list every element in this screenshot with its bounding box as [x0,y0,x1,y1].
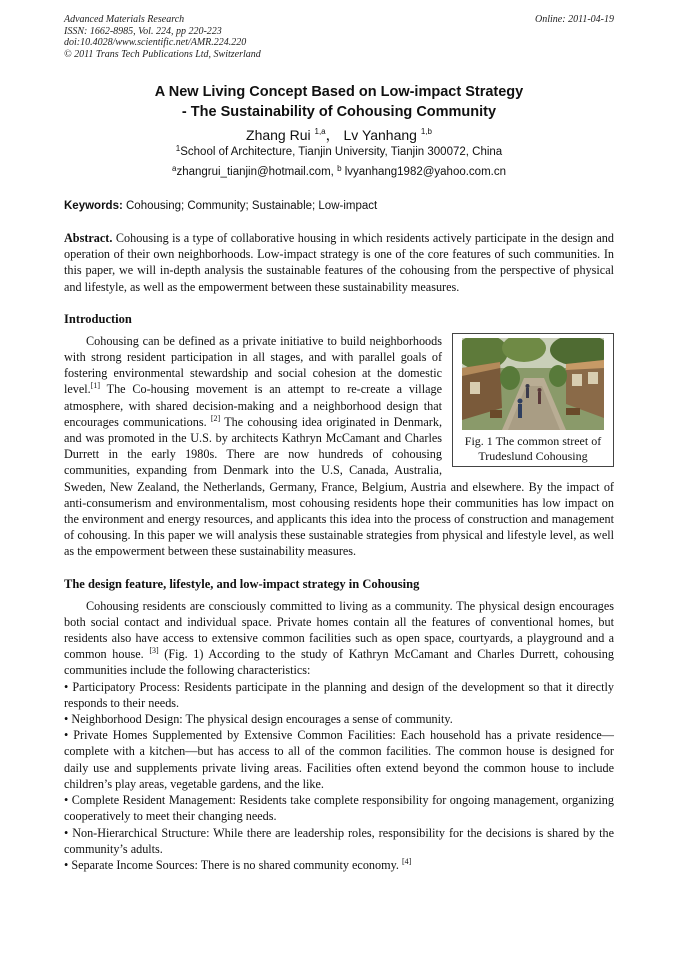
design-text-1: Cohousing residents are consciously committed to living as a community. The physical design encourages both social contact and individual space. Private homes contain all the features of conventional homes, but residents also have access to extensive common facilities such as open space, courtyards, a playground and a common house. [64,598,614,662]
paper-page [64,14,614,873]
list-item: • Participatory Process: Residents participate in the planning and design of the development so that it directly responds to their needs. [64,679,614,710]
paper-title [64,82,614,122]
title-line-2: - The Sustainability of Cohousing Community [181,104,497,120]
cohousing-street-photo [462,338,604,430]
abstract-label: Abstract. [64,231,113,245]
journal-doi: doi:10.4028/www.scientific.net/AMR.224.220 [64,37,247,48]
author-1-sup: 1,a [314,127,326,136]
list-item: • Neighborhood Design: The physical design encourages a sense of community. [64,712,453,727]
email-b-sup: b [337,164,342,173]
list-item: • Non-Hierarchical Structure: While there are leadership roles, responsibility for the decisions is shared by the community’s adults. [64,825,614,856]
design-text-2: (Fig. 1) According to the study of Kathryn McCamant and Charles Durrett, cohousing communities include the following characteristics: [64,647,614,678]
design-paragraph [64,598,614,679]
keywords [64,198,614,214]
journal-copyright: © 2011 Trans Tech Publications Ltd, Switzerland [64,48,261,60]
intro-text-1: Cohousing can be defined as a private initiative to build neighborhoods with strong resident participation in all stages, and with parallel goals of fostering environmental stewardship and social cohesion at the domestic level. [64,333,442,397]
citation-2: [2] [210,413,221,423]
list-item [64,857,614,873]
online-date: Online: 2011-04-19 [535,14,614,25]
author-1-name: Zhang Rui [246,127,311,143]
introduction-heading: Introduction [64,311,132,326]
keywords-label: Keywords: [64,200,123,212]
title-line-1: A New Living Concept Based on Low-impact Strategy [154,84,524,100]
affiliation [64,144,614,160]
author-2-sup: 1,b [420,127,432,136]
figure-1-caption: Fig. 1 The common street of Trudeslund Cohousing [464,433,602,463]
design-section-heading: The design feature, lifestyle, and low-impact strategy in Cohousing [64,576,420,591]
citation-1: [1] [90,381,101,391]
citation-4: [4] [401,856,412,866]
author-emails [64,164,614,180]
list-item: • Private Homes Supplemented by Extensive Common Facilities: Each household has a private residence—complete with a kitchen—but has access to all of the common facilities. The common house is designed for daily use and supplements private living areas. Facilities often extend beyond the common house to include children’s play areas, vegetable gardens, and the like. [64,728,614,791]
journal-issn: ISSN: 1662-8985, Vol. 224, pp 220-223 [64,25,222,37]
abstract-text: Cohousing is a type of collaborative housing in which residents actively participate in the design and operation of their own neighborhoods. Low-impact strategy is one of the core features of such communities. In this paper, we will in-depth analysis the sustainable features of the cohousing from the perspective of physical and lifestyle, as well as the empowerment between these sustainability measures. [64,231,614,294]
abstract [64,230,614,295]
email-b: lvyanhang1982@yahoo.com.cn [344,166,506,178]
keywords-text: Cohousing; Community; Sustainable; Low-impact [126,200,378,212]
last-bullet-text: • Separate Income Sources: There is no shared community economy. [64,857,399,872]
list-item: • Complete Resident Management: Residents take complete responsibility for ongoing management, organizing cooperatively to meet their changing needs. [64,793,614,824]
author-2-name: Lv Yanhang [343,127,417,143]
journal-header [64,14,614,60]
citation-3: [3] [149,646,159,656]
affiliation-text: School of Architecture, Tianjin University, Tianjin 300072, China [180,146,503,158]
author-list [64,126,614,144]
email-a: zhangrui_tianjin@hotmail.com, [176,166,334,178]
intro-text-3: The cohousing idea originated in Denmark, and was promoted in the U.S. by architects Kathryn McCamant and Charles Durrett in the early 1980s. There are now hundreds of cohousing communities, expanding from Denmark into the U.S, Canada, Australia, Sweden, New Zealand, the Netherlands, Germany, France, Belgium, Austria and elsewhere. By the impact of anti-consumerism and environmentalism, most cohousing residents hope their communities has low impact on the environment and energy resources, and applicants this idea into the process of construction and management of cohousing. In this paper we will analysis these sustainable strategies from physical and lifestyle level, as well as the empowerment between these sustainability measures. [64,414,614,559]
characteristics-list [64,679,614,873]
email-a-sup: a [171,164,177,173]
intro-text-2: The Co-housing movement is an attempt to re-create a village atmosphere, with shared decision-making and a neighborhood design that encourages communications. [64,382,442,429]
figure-1 [452,333,614,467]
affiliation-sup: 1 [175,144,181,153]
journal-name: Advanced Materials Research [64,14,185,25]
author-separator: ， [325,127,340,143]
